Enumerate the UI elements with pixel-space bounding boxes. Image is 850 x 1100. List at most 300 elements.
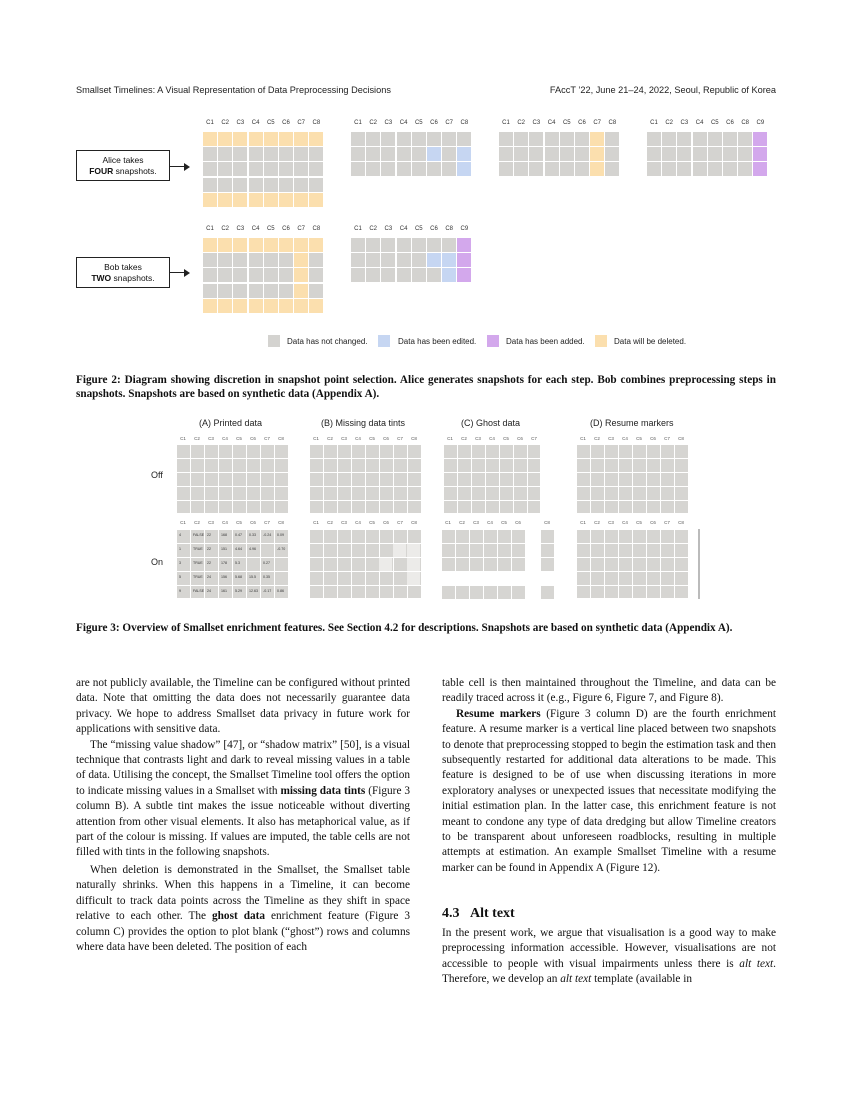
alice-snapshot-1-col-label: C5 [266,120,275,126]
fig3-on-d-col-label: C6 [650,520,656,525]
printed-data-cell: 0.09 [277,533,284,537]
bob-snapshot-1-cell [294,238,308,252]
alice-snapshot-2-cell [381,162,395,176]
bob-snapshot-1-cell [264,238,278,252]
missing-tint-cell [407,544,420,557]
fig3-off-1-col-label: C3 [341,436,347,441]
bob-snapshot-1-cell [218,253,232,267]
alice-snapshot-4-cell [738,162,752,176]
fig3-on-a-col-label: C5 [236,520,242,525]
fig3-on-d-col-label: C7 [664,520,670,525]
printed-data-cell: 156 [221,575,227,579]
alice-note-line1: Alice takes [102,155,144,165]
paragraph-right-3 [442,926,776,988]
alice-snapshot-1-cell [309,193,323,207]
fig3-on-d-col-label: C5 [636,520,642,525]
body-right-column-2 [442,926,776,988]
fig3-on-d-col-label: C3 [608,520,614,525]
alice-snapshot-1-cell [249,132,263,146]
fig3-off-2-col-label: C3 [475,436,481,441]
alice-snapshot-1-cell [203,132,217,146]
fig3-off-3-col-label: C4 [622,436,628,441]
alice-snapshot-2-col-label: C2 [369,120,378,126]
bob-snapshot-2-col-label: C8 [445,226,454,232]
fig3-on-d-col-label: C1 [580,520,586,525]
bob-snapshot-2-cell [412,268,426,282]
alice-snapshot-1-cell [279,132,293,146]
legend-label-added: Data has been added. [506,337,585,346]
printed-data-cell: 151 [221,547,227,551]
right-p3-italic1: alt text [739,957,774,970]
bob-snapshot-1-cell [233,238,247,252]
fig3-off-grid-0 [176,444,288,513]
alice-snapshot-3-cell [605,147,619,161]
bob-snapshot-2-cell [412,253,426,267]
alice-snapshot-2-cell [442,147,456,161]
paragraph-right-2 [442,707,776,876]
fig3-off-3-col-label: C7 [664,436,670,441]
fig3-row-on: On [151,557,164,567]
printed-data-cell: 5.3 [235,561,240,565]
bob-snapshot-2-cell [351,238,365,252]
p2-text-a: The “missing value shadow” [47], or “shadow matrix” [50], is a visual technique that contrasts light and dark to reveal missing values in a table of data. Utilising the concept, the Smallset Timeline tool offers the option to indicate missing values in a Smallset with [76,738,410,797]
alice-snapshot-2-cell [427,162,441,176]
fig3-off-grid-1 [309,444,421,513]
fig3-off-grid-2 [443,444,540,513]
legend-label-edited: Data has been edited. [398,337,477,346]
figure-3-caption: Figure 3: Overview of Smallset enrichment features. See Section 4.2 for descriptions. Snapshots are based on synthetic data (Appendix A). [76,622,733,634]
missing-tint-cell [393,544,406,557]
printed-data-cell: TRUE [193,561,203,565]
alice-snapshot-4-cell [677,132,691,146]
fig3-on-b-col-label: C6 [383,520,389,525]
alice-snapshot-3-cell [514,147,528,161]
alice-snapshot-4-cell [723,132,737,146]
alice-snapshot-1-cell [249,162,263,176]
printed-data-cell: 24 [207,575,211,579]
bob-snapshot-1-cell [294,253,308,267]
alice-snapshot-1-col-label: C3 [236,120,245,126]
bob-snapshot-2-cell [381,238,395,252]
alice-snapshot-3-cell [514,132,528,146]
alice-snapshot-4-cell [677,147,691,161]
alice-snapshot-1-cell [264,162,278,176]
printed-data-cell: 0.47 [235,533,242,537]
bob-snapshot-1-cell [294,268,308,282]
alice-snapshot-1-cell [309,147,323,161]
alice-snapshot-4-cell [693,162,707,176]
alice-snapshot-4-col-label: C4 [695,120,704,126]
bob-snapshot-1-cell [203,253,217,267]
bob-snapshot-1-cell [309,299,323,313]
bob-note [76,257,170,288]
fig3-on-d-col-label: C4 [622,520,628,525]
fig3-col-a-title: (A) Printed data [199,418,263,428]
fig3-on-c-col-label: C1 [445,520,451,525]
alice-snapshot-2-cell [412,162,426,176]
bob-snapshot-1-cell [264,253,278,267]
bob-snapshot-1-cell [203,268,217,282]
fig3-off-2-col-label: C2 [461,436,467,441]
bob-snapshot-1-cell [249,238,263,252]
alice-snapshot-2-col-label: C1 [354,120,362,126]
alice-snapshot-1-col-label: C1 [206,120,214,126]
alice-snapshot-4-col-label: C1 [650,120,658,126]
alice-snapshot-1-cell [279,193,293,207]
alice-snapshot-1-cell [309,178,323,192]
fig3-on-a-col-label: C2 [194,520,200,525]
figure-2-caption: Figure 2: Diagram showing discretion in snapshot point selection. Alice generates snapshots for each step. Bob combines preprocessing steps in snapshots. Snapshots are based on synthetic data (Appendix A). [76,374,776,400]
alice-snapshot-1-col-label: C8 [312,120,321,126]
alice-snapshot-1-cell [294,162,308,176]
alice-snapshot-1-cell [218,193,232,207]
right-p3-italic2: alt text [560,973,592,986]
bob-snapshot-1-col-label: C2 [221,226,230,232]
legend-swatch-edited [378,335,390,347]
resume-markers-term: Resume markers [456,707,541,720]
alice-snapshot-4-cell [662,132,676,146]
bob-snapshot-2-cell [427,253,441,267]
bob-snapshot-1-col-label: C7 [297,226,306,232]
fig3-off-0-col-label: C8 [278,436,284,441]
printed-data-cell: 22 [207,561,211,565]
alice-snapshot-4-cell [723,147,737,161]
printed-data-cell: 22 [207,547,211,551]
printed-data-cell: 1 [179,547,181,551]
right-p2-text: (Figure 3 column D) are the fourth enrichment feature. A resume marker is a vertical line placed between two snapshots to denote that preprocessing stopped to begin the estimation task and then subsequently restarted for additional data alterations to be made. This feature is designed to be of use when discussing iterations in more exploratory analyses or unexpected issues that necessitate modifying the initial estimation plan. In the latter case, this enrichment feature is not meant to condone any type of data dredging but allow Timeline creators to be transparent about unforeseen roadblocks, resulting in multiple attempts at estimation. An example Smallset Timeline with a resume marker can be found in Appendix A (Figure 12). [442,707,776,874]
printed-data-cell: 15.5 [249,575,256,579]
alice-snapshot-3-col-label: C4 [547,120,556,126]
bob-snapshot-1-cell [264,299,278,313]
bob-snapshot-2-cell [457,238,471,252]
fig3-off-0-col-label: C2 [194,436,200,441]
alice-snapshot-2-cell [457,147,471,161]
printed-data-cell: TRUE [193,547,203,551]
alice-snapshot-3-cell [605,162,619,176]
bob-snapshot-1-cell [309,253,323,267]
section-heading [442,906,515,922]
fig3-off-3-col-label: C5 [636,436,642,441]
bob-snapshot-2-col-label: C4 [399,226,408,232]
bob-snapshot-2-col-label: C1 [354,226,362,232]
alice-snapshot-1-cell [279,178,293,192]
bob-snapshot-2-cell [397,238,411,252]
printed-data-cell: 22 [207,533,211,537]
printed-data-cell: 4 [179,533,181,537]
printed-data-cell: 0.35 [263,575,270,579]
bob-snapshot-1-cell [309,238,323,252]
alice-snapshot-1-cell [218,147,232,161]
fig3-on-c-col-label: C3 [473,520,479,525]
alice-note-count: FOUR [89,166,114,176]
alice-snapshot-1-cell [309,162,323,176]
bob-snapshot-1-col-label: C5 [266,226,275,232]
fig3-off-0-col-label: C4 [222,436,228,441]
bob-snapshot-1-cell [309,284,323,298]
bob-snapshot-1-cell [249,268,263,282]
alice-snapshot-1-cell [233,178,247,192]
alice-snapshot-3-cell [560,132,574,146]
printed-data-cell: 0.27 [263,561,270,565]
alice-snapshot-1-cell [294,132,308,146]
fig3-on-b-col-label: C8 [411,520,417,525]
alice-snapshot-4-cell [662,162,676,176]
printed-data-cell: 5.29 [235,589,242,593]
bob-snapshot-2-cell [442,268,456,282]
right-p3-a: In the present work, we argue that visualisation is a good way to make preprocessing information accessible. However, visualisations are not accessible to people with visual impairments unless there is [442,927,776,970]
fig3-off-3-col-label: C6 [650,436,656,441]
alice-snapshot-1-cell [203,193,217,207]
bob-snapshot-2-cell [457,253,471,267]
p2-term: missing data tints [280,784,366,797]
fig3-on-d-col-label: C2 [594,520,600,525]
bob-snapshot-2-col-label: C6 [430,226,438,232]
alice-snapshot-1-cell [279,162,293,176]
fig3-col-c-title: (C) Ghost data [461,418,521,428]
p3-text-a: When deletion is demonstrated in the Smallset, the Smallset table naturally shrinks. When this happens in a Timeline, it can become difficult to track data points across the Timeline as they shift in space relative to each other. The [76,863,410,923]
alice-snapshot-4-cell [708,147,722,161]
alice-snapshot-1-cell [249,147,263,161]
alice-snapshot-1-cell [294,178,308,192]
alice-snapshot-2-cell [397,162,411,176]
alice-snapshot-1-cell [233,132,247,146]
fig3-off-2-col-label: C1 [447,436,453,441]
bob-note-count: TWO [91,273,112,283]
running-header-right: FAccT ’22, June 21–24, 2022, Seoul, Republic of Korea [549,85,776,95]
bob-snapshot-1-col-label: C8 [312,226,321,232]
fig3-off-1-col-label: C2 [327,436,333,441]
bob-snapshot-2-col-label: C2 [369,226,378,232]
fig3-on-b-col-label: C5 [369,520,375,525]
bob-snapshot-1-cell [203,284,217,298]
alice-snapshot-4-cell [647,162,661,176]
fig3-on-c-col-label: C2 [459,520,465,525]
printed-data-cell: 161 [221,589,227,593]
bob-snapshot-1-cell [233,299,247,313]
fig3-off-3-col-label: C2 [594,436,600,441]
bob-arrow-icon [170,272,188,273]
ghost-extra-col-label: C8 [544,520,550,525]
alice-snapshot-4-cell [753,132,767,146]
fig3-off-3-col-label: C1 [580,436,586,441]
alice-snapshot-2-cell [366,147,380,161]
fig3-ghost-grid-top [441,529,525,571]
alice-note [76,150,170,181]
alice-snapshot-1-cell [233,162,247,176]
fig3-off-2-col-label: C4 [489,436,495,441]
fig3-on-a-col-label: C6 [250,520,256,525]
alice-snapshot-3-cell [499,147,513,161]
bob-snapshot-1-cell [233,268,247,282]
alice-snapshot-4-cell [738,147,752,161]
alice-snapshot-1-cell [203,147,217,161]
fig3-off-2-col-label: C5 [503,436,509,441]
printed-data-cell: 0.33 [249,533,256,537]
legend-swatch-deleted [595,335,607,347]
legend-label-unchanged: Data has not changed. [287,337,368,346]
printed-data-cell: -0.70 [277,547,286,551]
p3-text-b: enrichment feature (Figure 3 column C) provides the option to plot blank (“ghost”) rows and columns where data have been deleted. The position of each [76,910,411,953]
printed-data-cell: 4.96 [249,547,256,551]
alice-snapshot-4-cell [708,162,722,176]
resume-marker-line [698,529,700,599]
bob-snapshot-1-cell [279,268,293,282]
alice-snapshot-3-cell [545,147,559,161]
printed-data-cell: 12.63 [249,589,258,593]
alice-snapshot-1-cell [203,178,217,192]
alice-snapshot-3-cell [605,132,619,146]
bob-snapshot-1-col-label: C3 [236,226,245,232]
fig3-off-1-col-label: C1 [313,436,319,441]
fig3-on-b-col-label: C1 [313,520,319,525]
alice-snapshot-4-cell [753,162,767,176]
bob-snapshot-1-cell [203,238,217,252]
alice-snapshot-3-cell [499,162,513,176]
alice-snapshot-3-cell [590,132,604,146]
printed-data-cell: 168 [221,533,227,537]
alice-snapshot-1-cell [233,147,247,161]
alice-snapshot-2-cell [442,132,456,146]
bob-snapshot-1-cell [233,284,247,298]
bob-snapshot-2-cell [381,268,395,282]
alice-snapshot-2-cell [351,147,365,161]
alice-snapshot-1-cell [218,132,232,146]
alice-snapshot-2-cell [366,162,380,176]
bob-snapshot-2-cell [351,253,365,267]
right-p3-b: . Therefore, we develop an [442,957,776,986]
alice-note-rest: snapshots. [113,166,157,176]
alice-snapshot-4-cell [693,132,707,146]
printed-data-cell: TRUE [193,575,203,579]
fig3-on-a-col-label: C7 [264,520,270,525]
alice-snapshot-2-col-label: C6 [430,120,438,126]
alice-snapshot-2-cell [412,147,426,161]
printed-data-cell: FALSE [193,589,205,593]
alice-snapshot-1-cell [264,178,278,192]
bob-snapshot-2-cell [366,268,380,282]
bob-snapshot-2-cell [442,238,456,252]
alice-snapshot-4-cell [708,132,722,146]
alice-snapshot-1-col-label: C2 [221,120,230,126]
alice-snapshot-2-cell [381,147,395,161]
alice-snapshot-4-cell [662,147,676,161]
fig3-off-1-col-label: C6 [383,436,389,441]
fig3-row-off: Off [151,470,163,480]
alice-snapshot-1-col-label: C6 [282,120,290,126]
bob-snapshot-1-cell [279,299,293,313]
missing-tint-cell [407,558,420,571]
fig3-ghost-col-top [540,529,554,571]
alice-snapshot-1-col-label: C4 [251,120,260,126]
fig3-off-1-col-label: C7 [397,436,403,441]
fig3-off-3-col-label: C3 [608,436,614,441]
alice-snapshot-4-cell [693,147,707,161]
bob-snapshot-1-cell [264,268,278,282]
bob-snapshot-2-cell [442,253,456,267]
printed-data-cell: 0.86 [277,589,284,593]
alice-snapshot-2-cell [412,132,426,146]
fig3-on-c-col-label: C4 [487,520,493,525]
alice-snapshot-3-col-label: C7 [593,120,602,126]
alice-snapshot-2-cell [442,162,456,176]
legend-label-deleted: Data will be deleted. [614,337,687,346]
alice-snapshot-3-cell [560,147,574,161]
alice-snapshot-2-cell [457,132,471,146]
right-p3-c: template (available in [591,973,692,986]
alice-snapshot-4-col-label: C3 [680,120,689,126]
bob-snapshot-1-cell [218,238,232,252]
fig3-on-b-col-label: C3 [341,520,347,525]
alice-snapshot-3-cell [575,147,589,161]
alice-snapshot-2-cell [351,132,365,146]
alice-snapshot-3-cell [560,162,574,176]
alice-snapshot-4-col-label: C8 [741,120,750,126]
alice-snapshot-3-cell [499,132,513,146]
legend-swatch-unchanged [268,335,280,347]
bob-snapshot-2-cell [366,253,380,267]
p2-text-b: (Figure 3 column B). A subtle tint makes the issue noticeable without diverting attention from other visual elements. It also has metaphorical value, as if part of the colour is missing. If values are imputed, the table cells are not filled with tints in the following snapshots. [76,784,410,859]
alice-snapshot-3-cell [514,162,528,176]
alice-snapshot-1-cell [249,193,263,207]
alice-snapshot-3-cell [575,132,589,146]
fig3-on-b-col-label: C4 [355,520,361,525]
missing-tint-cell [379,558,392,571]
alice-snapshot-1-cell [249,178,263,192]
printed-data-cell: 5.68 [235,575,242,579]
bob-snapshot-1-cell [279,238,293,252]
bob-snapshot-1-cell [264,284,278,298]
printed-data-cell: 4.64 [235,547,242,551]
alice-snapshot-4-col-label: C9 [756,120,765,126]
fig3-on-a-col-label: C3 [208,520,214,525]
fig3-on-b-col-label: C2 [327,520,333,525]
alice-snapshot-1-cell [203,162,217,176]
paragraph-right-1: table cell is then maintained throughout the Timeline, and data can be readily traced across it (e.g., Figure 6, Figure 7, and Figure 8). [442,677,776,705]
alice-snapshot-1-cell [294,193,308,207]
alice-snapshot-4-cell [738,132,752,146]
bob-snapshot-2-cell [412,238,426,252]
bob-snapshot-1-col-label: C4 [251,226,260,232]
alice-snapshot-3-cell [575,162,589,176]
bob-snapshot-2-cell [366,238,380,252]
fig3-on-a-col-label: C1 [180,520,186,525]
fig3-on-a-col-label: C8 [278,520,284,525]
fig3-ghost-grid-bottom [441,585,525,599]
fig3-off-2-col-label: C7 [531,436,537,441]
printed-data-cell: FALSE [193,533,205,537]
bob-note-line1: Bob takes [104,262,142,272]
printed-data-cell: -0.24 [263,533,272,537]
alice-snapshot-3-cell [529,132,543,146]
fig3-off-2-col-label: C6 [517,436,523,441]
alice-snapshot-3-cell [545,132,559,146]
alice-snapshot-1-cell [218,162,232,176]
bob-snapshot-2-cell [427,268,441,282]
alice-snapshot-2-col-label: C4 [399,120,408,126]
fig3-ghost-col-bottom [540,585,554,599]
alice-snapshot-2-cell [427,147,441,161]
bob-snapshot-1-cell [294,299,308,313]
bob-snapshot-2-cell [457,268,471,282]
alice-snapshot-1-cell [309,132,323,146]
fig3-off-3-col-label: C8 [678,436,684,441]
bob-snapshot-1-col-label: C6 [282,226,290,232]
alice-snapshot-2-cell [397,147,411,161]
bob-note-rest: snapshots. [111,273,155,283]
bob-snapshot-1-cell [218,284,232,298]
bob-snapshot-1-col-label: C1 [206,226,214,232]
missing-tint-cell [407,572,420,585]
